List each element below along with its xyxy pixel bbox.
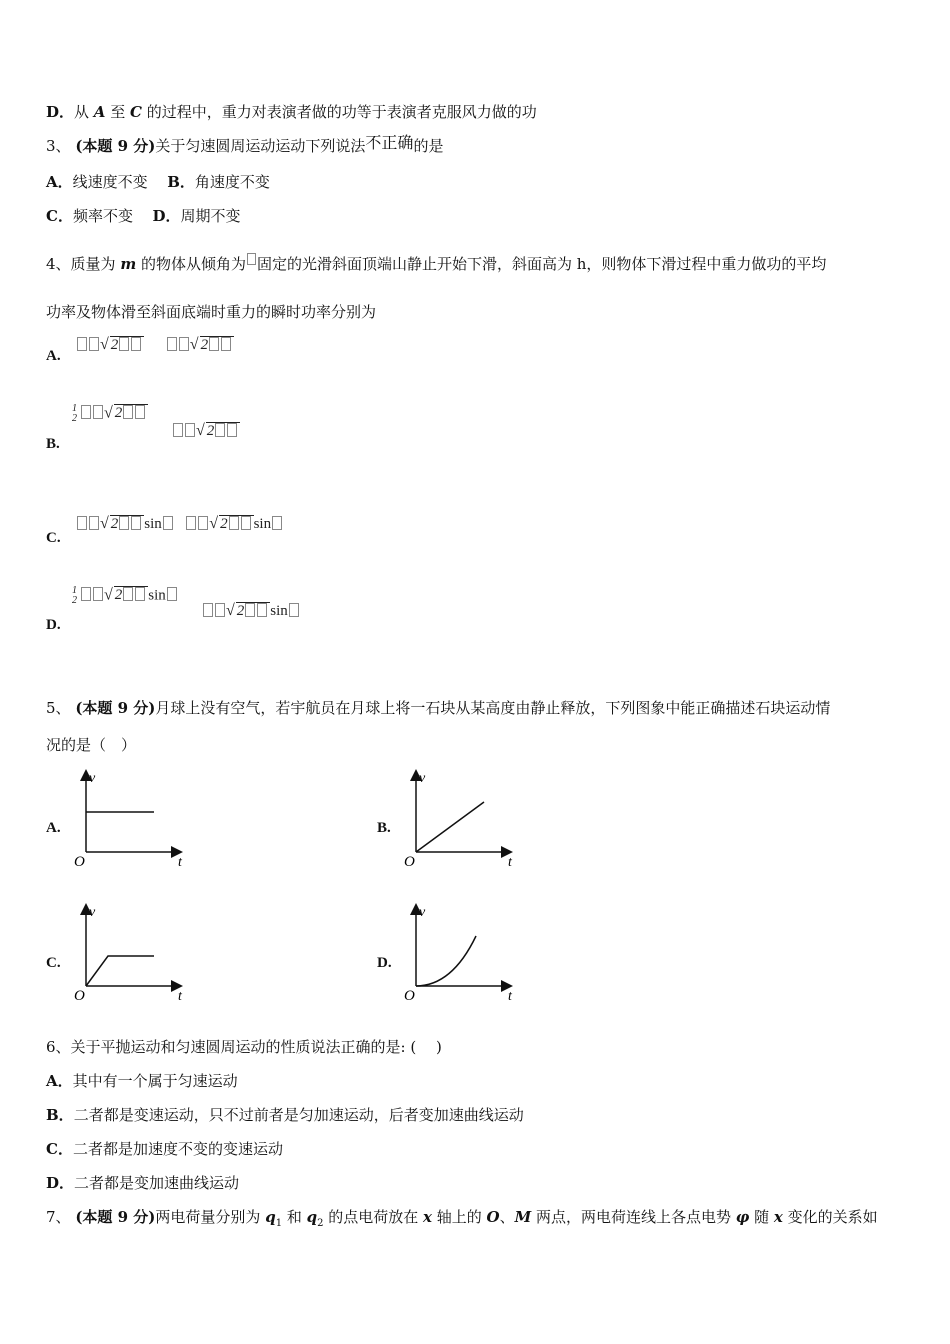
q2-option-d: [46, 102, 537, 122]
root-number: 2: [200, 337, 209, 353]
svg-text:t: t: [178, 989, 182, 1004]
option-text: 其中有一个属于匀速运动: [72, 1072, 238, 1090]
q4-option-d-label: D.: [46, 617, 61, 633]
option-text: 线速度不变: [72, 173, 148, 191]
q4-stem: [46, 253, 826, 274]
potential-symbol: φ: [735, 1208, 750, 1226]
svg-text:O: O: [74, 988, 85, 1004]
sin-text: sin: [148, 587, 166, 604]
sin-text: sin: [270, 603, 288, 619]
point-m: M: [514, 1208, 532, 1226]
q5-graph-a-label: A.: [46, 820, 61, 836]
svg-text:v: v: [89, 905, 96, 920]
text: 质量为: [70, 255, 121, 273]
text: 两电荷量分别为: [155, 1208, 266, 1226]
q5-stem-line2: 况的是（ ）: [46, 736, 137, 754]
charge-symbol: q: [306, 1208, 318, 1226]
point-c: C: [129, 103, 142, 121]
svg-text:v: v: [419, 905, 426, 920]
option-label: D．: [152, 207, 181, 225]
q3-options-row2: [46, 206, 241, 226]
sin-text: sin: [144, 516, 162, 532]
emphasis-text: 不正确: [365, 133, 414, 152]
q6-option-a: [46, 1071, 238, 1091]
graph-d-curve-velocity: [402, 902, 522, 1004]
text: 的是: [413, 137, 444, 155]
text: 至: [105, 103, 130, 121]
question-number: 4、: [46, 255, 71, 273]
missing-glyph-icon: [247, 253, 256, 265]
text: 的点电荷放在: [323, 1208, 424, 1226]
subscript: 1: [275, 1218, 283, 1229]
mass-symbol: m: [120, 255, 137, 273]
text: 两点，两电荷连线上各点电势: [531, 1208, 736, 1226]
fraction: 1 2: [72, 403, 77, 424]
svg-text:t: t: [508, 855, 512, 870]
q4-option-b-label: B.: [46, 436, 60, 452]
q4-stem-line2: 功率及物体滑至斜面底端时重力的瞬时功率分别为: [46, 303, 377, 321]
text: 从: [74, 103, 94, 121]
text: 的过程中，重力对表演者做的功等于表演者克服风力做的功: [141, 103, 537, 121]
q7-stem: [46, 1207, 878, 1234]
svg-text:v: v: [89, 771, 96, 786]
option-text: 二者都是变速运动，只不过前者是匀加速运动，后者变加速曲线运动: [73, 1106, 524, 1124]
option-text: 频率不变: [72, 207, 133, 225]
option-label: B．: [167, 173, 195, 191]
q4-option-b-formula-2: √ 2: [172, 422, 240, 440]
option-text: 角速度不变: [194, 173, 270, 191]
option-text: 二者都是加速度不变的变速运动: [72, 1140, 283, 1158]
option-label: A．: [46, 173, 73, 191]
graph-b-linear-velocity: [402, 768, 522, 870]
root-number: 2: [206, 423, 215, 439]
text: 变化的关系如: [782, 1208, 878, 1226]
root-number: 2: [114, 587, 123, 604]
svg-text:O: O: [404, 854, 415, 870]
text: 关于匀速圆周运动运动下列说法: [155, 137, 366, 155]
root-number: 2: [220, 516, 228, 532]
q5-graph-c-label: C.: [46, 955, 61, 971]
q4-option-a-label: A.: [46, 348, 61, 364]
svg-text:v: v: [419, 771, 426, 786]
text: 和: [282, 1208, 307, 1226]
q4-option-d-formula-2: √ 2 sin: [202, 602, 300, 620]
text: 关于平抛运动和匀速圆周运动的性质说法正确的是: ( ): [70, 1038, 442, 1056]
fraction: 1 2: [72, 585, 77, 606]
option-label: D．: [46, 103, 75, 121]
q6-stem: [46, 1037, 442, 1057]
option-text: 周期不变: [180, 207, 241, 225]
text: 的物体从倾角为: [136, 255, 246, 273]
option-label: C．: [46, 1140, 73, 1158]
q5-graph-d-label: D.: [377, 955, 392, 971]
axis-symbol: x: [423, 1208, 432, 1226]
option-label: B．: [46, 1106, 74, 1124]
option-label: D．: [46, 1174, 75, 1192]
charge-symbol: q: [265, 1208, 276, 1226]
q3-options-row1: [46, 172, 270, 192]
q4-option-c-label: C.: [46, 530, 61, 546]
text: 轴上的: [431, 1208, 487, 1226]
text: 、: [499, 1208, 515, 1226]
question-number: 6、: [46, 1038, 71, 1056]
q6-option-d: [46, 1173, 239, 1193]
graph-c-ramp-flat-velocity: [72, 902, 192, 1004]
q4-option-a-formula: √ 2 √ 2: [76, 336, 234, 354]
q3-stem: [46, 133, 444, 156]
axis-symbol: x: [773, 1208, 783, 1226]
q4-option-d-formula-1: 1 2 √ 2 sin: [72, 586, 178, 606]
text: 固定的光滑斜面顶端山静止开始下滑，斜面高为 h，则物体下滑过程中重力做功的平均: [256, 255, 827, 273]
question-number: 5、: [46, 699, 71, 717]
svg-text:O: O: [404, 988, 415, 1004]
root-number: 2: [110, 337, 119, 353]
text: 随: [749, 1208, 774, 1226]
question-number: 3、: [46, 137, 71, 155]
score-note: (本题 9 分): [75, 137, 156, 155]
option-text: 二者都是变加速曲线运动: [74, 1174, 240, 1192]
sin-text: sin: [253, 516, 272, 532]
q4-option-b-formula-1: 1 2 √ 2: [72, 404, 148, 424]
option-label: C．: [46, 207, 73, 225]
subscript: 2: [317, 1218, 324, 1229]
q4-option-c-formula: √ 2 sin √ 2 sin: [76, 515, 283, 533]
text: 月球上没有空气，若宇航员在月球上将一石块从某高度由静止释放，下列图象中能正确描述石块运动情: [155, 699, 831, 717]
svg-text:O: O: [74, 854, 85, 870]
svg-text:t: t: [508, 989, 512, 1004]
root-number: 2: [110, 516, 119, 532]
svg-text:t: t: [178, 855, 182, 870]
root-number: 2: [114, 405, 123, 422]
q5-stem: [46, 698, 830, 718]
score-note: (本题 9 分): [75, 1208, 156, 1226]
point-a: A: [93, 103, 106, 121]
q6-option-b: [46, 1105, 524, 1125]
point-o: O: [486, 1208, 500, 1226]
graph-a-horizontal-velocity: [72, 768, 192, 870]
q6-option-c: [46, 1139, 283, 1159]
q5-graph-b-label: B.: [377, 820, 391, 836]
question-number: 7、: [46, 1208, 71, 1226]
score-note: (本题 9 分): [75, 699, 156, 717]
root-number: 2: [236, 603, 245, 619]
option-label: A．: [46, 1072, 73, 1090]
